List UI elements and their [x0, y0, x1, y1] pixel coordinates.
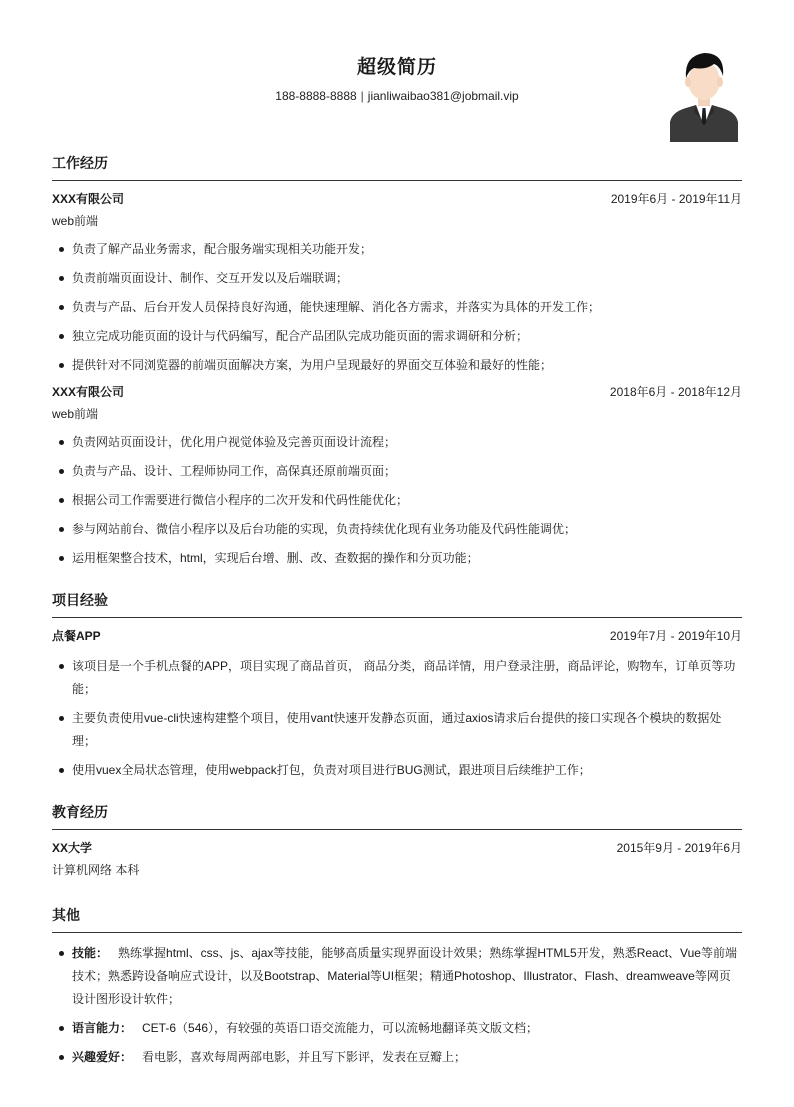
- resume-page: [52, 0, 742, 1075]
- phone-number: 188-8888-8888: [275, 89, 357, 103]
- skills-label: 技能：: [72, 946, 109, 960]
- work-date: 2019年6月 - 2019年11月: [610, 192, 742, 206]
- work-section: [52, 153, 742, 570]
- work-section-title: 工作经历: [52, 153, 742, 181]
- project-entry: [52, 627, 742, 782]
- list-item: 主要负责使用vue-cli快速构建整个项目，使用vant快速开发静态页面，通过axios请求后台提供的接口实现各个模块的数据处理；: [72, 707, 742, 753]
- list-item: 提供针对不同浏览器的前端页面解决方案，为用户呈现最好的界面交互体验和最好的性能；: [72, 354, 742, 377]
- project-bullets: [52, 655, 742, 782]
- list-item: [72, 1046, 742, 1069]
- education-section-title: 教育经历: [52, 802, 742, 830]
- work-entry: [52, 190, 742, 377]
- education-date: 2015年9月 - 2019年6月: [616, 841, 742, 855]
- email-address: jianliwaibao381@jobmail.vip: [367, 89, 519, 103]
- skills-text: 熟练掌握html、css、js、ajax等技能，能够高质量实现界面设计效果；熟练掌握HTML5开发，熟悉React、Vue等前端技术；熟悉跨设备响应式设计，以及Bootstrap、Material等UI框架；精通Photoshop、Illustrator、Flash、dreamweave等网页设计图形设计软件；: [72, 946, 737, 1006]
- project-entry-header: [52, 627, 742, 645]
- list-item: 运用框架整合技术，html，实现后台增、删、改、查数据的操作和分页功能；: [72, 547, 742, 570]
- list-item: 参与网站前台、微信小程序以及后台功能的实现，负责持续优化现有业务功能及代码性能调优；: [72, 518, 742, 541]
- language-label: 语言能力：: [72, 1021, 133, 1035]
- hobby-text: 看电影，喜欢每周两部电影，并且写下影评，发表在豆瓣上；: [142, 1050, 467, 1064]
- other-section-title: 其他: [52, 905, 742, 933]
- avatar: [668, 48, 740, 142]
- hobby-label: 兴趣爱好：: [72, 1050, 133, 1064]
- project-name: 点餐APP: [52, 629, 101, 643]
- project-date: 2019年7月 - 2019年10月: [609, 629, 742, 643]
- list-item: 该项目是一个手机点餐的APP，项目实现了商品首页， 商品分类，商品详情，用户登录注册，商品评论，购物车，订单页等功能；: [72, 655, 742, 701]
- work-bullets: [52, 431, 742, 570]
- resume-name: 超级简历: [356, 57, 437, 78]
- list-item: 负责与产品、设计、工程师协同工作，高保真还原前端页面；: [72, 460, 742, 483]
- contact-line: [52, 89, 742, 103]
- major-degree: 计算机网络 本科: [52, 863, 140, 877]
- work-entry-header: [52, 383, 742, 401]
- company-name: XXX有限公司: [52, 385, 125, 399]
- list-item: 负责与产品、后台开发人员保持良好沟通，能快速理解、消化各方需求，并落实为具体的开发工作；: [72, 296, 742, 319]
- language-text: CET-6（546），有较强的英语口语交流能力，可以流畅地翻译英文版文档；: [142, 1021, 539, 1035]
- work-entry: [52, 383, 742, 570]
- project-section: [52, 590, 742, 782]
- list-item: [72, 1017, 742, 1040]
- list-item: 负责前端页面设计、制作、交互开发以及后端联调；: [72, 267, 742, 290]
- list-item: 独立完成功能页面的设计与代码编写，配合产品团队完成功能页面的需求调研和分析；: [72, 325, 742, 348]
- resume-header: [52, 0, 742, 150]
- education-section: [52, 802, 742, 883]
- other-section: [52, 905, 742, 1069]
- list-item: 负责网站页面设计，优化用户视觉体验及完善页面设计流程；: [72, 431, 742, 454]
- work-bullets: [52, 238, 742, 377]
- school-name: XX大学: [52, 841, 93, 855]
- list-item: 根据公司工作需要进行微信小程序的二次开发和代码性能优化；: [72, 489, 742, 512]
- company-name: XXX有限公司: [52, 192, 125, 206]
- contact-separator: |: [360, 89, 364, 103]
- job-role: web前端: [52, 214, 99, 228]
- job-role: web前端: [52, 407, 99, 421]
- list-item: 负责了解产品业务需求，配合服务端实现相关功能开发；: [72, 238, 742, 261]
- other-bullets: [52, 942, 742, 1069]
- list-item: [72, 942, 742, 1011]
- list-item: 使用vuex全局状态管理，使用webpack打包，负责对项目进行BUG测试，跟进项目后续维护工作；: [72, 759, 742, 782]
- work-date: 2018年6月 - 2018年12月: [609, 385, 742, 399]
- work-entry-header: [52, 190, 742, 208]
- education-entry-header: [52, 839, 742, 857]
- project-section-title: 项目经验: [52, 590, 742, 618]
